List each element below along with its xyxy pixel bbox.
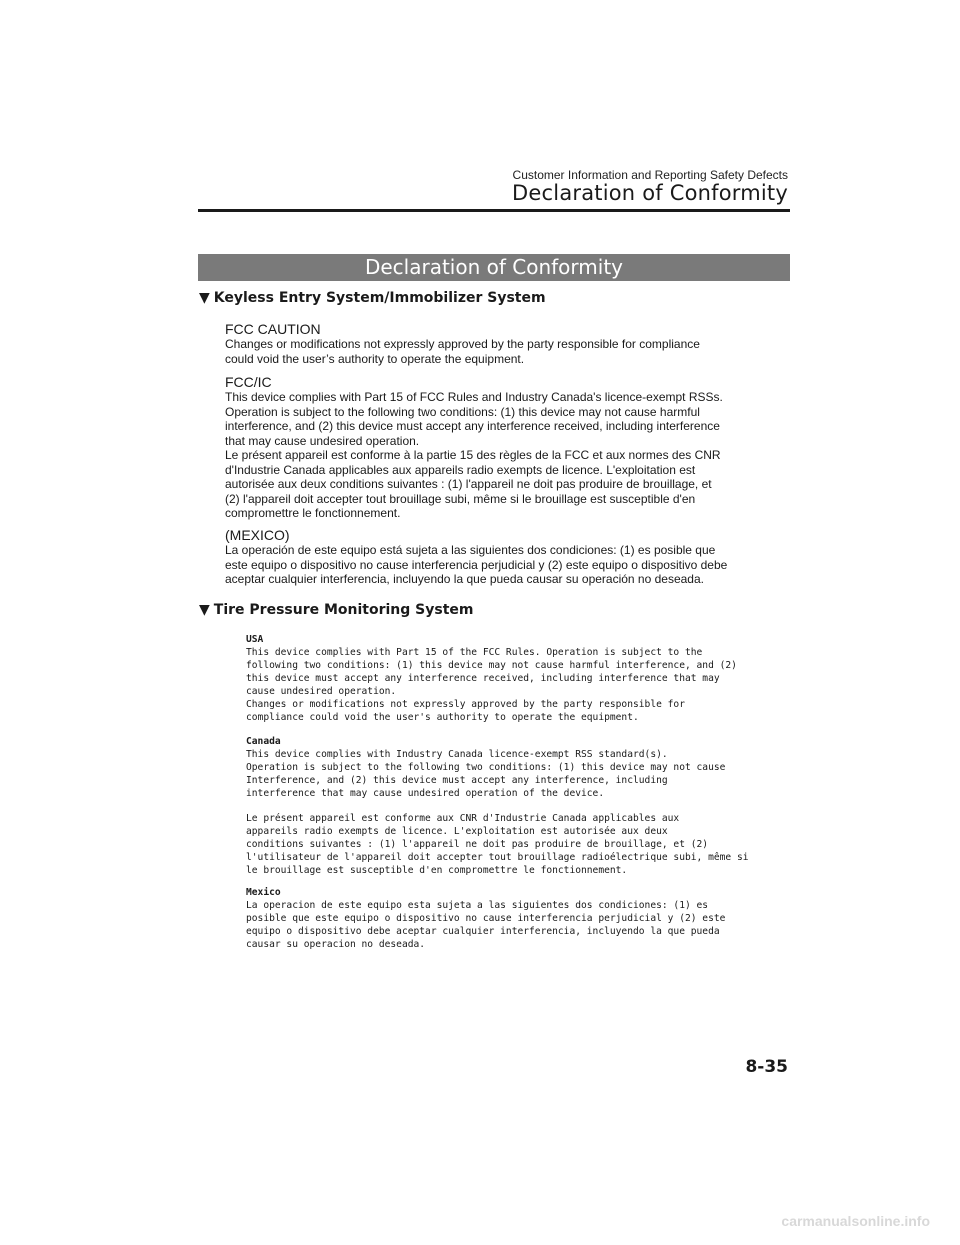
fcc-caution-title: FCC CAUTION [225, 321, 321, 337]
tpms-canada-text: This device complies with Industry Canada licence-exempt RSS standard(s). Operation is subject to the following two conditions: (1) this device may not cause Interference, and (2) this device must accept any interference, including interference that may cause undesired operation of the device. [246, 749, 726, 799]
tpms-usa-title: USA [246, 634, 264, 645]
tpms-heading-label: Tire Pressure Monitoring System [213, 602, 474, 618]
section-banner: Declaration of Conformity [198, 254, 790, 281]
tpms-mexico-block [246, 886, 746, 951]
mexico-block [225, 527, 765, 587]
fccic-title: FCC/IC [225, 374, 272, 390]
fcc-caution-block [225, 321, 765, 366]
fcc-caution-text: Changes or modifications not expressly approved by the party responsible for compliance could void the user’s authority to operate the equipment. [225, 337, 700, 366]
tpms-canada-fr-text: Le présent appareil est conforme aux CNR d'Industrie Canada applicables aux appareils radio exempts de licence. L'exploitation est autorisée aux deux conditions suivantes : (1) l'appareil ne doit pas produire de brouillage, et (2) l'utilisateur de l'appareil doit accepter tout brouillage radioélectrique subi, même si le brouillage est susceptible d'en compromettre le fonctionnement. [246, 813, 749, 876]
tpms-mexico-text: La operacion de este equipo esta sujeta a las siguientes dos condiciones: (1) es posible que este equipo o dispositivo no cause interferencia perjudicial y (2) este equipo o dispositivo debe aceptar cualquier interferencia, incluyendo la que pueda causar su operacion no deseada. [246, 900, 726, 950]
mexico-text: La operación de este equipo está sujeta a las siguientes dos condiciones: (1) es posible que este equipo o dispositivo no cause interferencia perjudicial y (2) este equipo o dispositivo debe aceptar cualquier interferencia, incluyendo la que pueda causar su operación no deseada. [225, 543, 728, 586]
keyless-heading [199, 290, 546, 306]
tpms-usa-text: This device complies with Part 15 of the FCC Rules. Operation is subject to the following two conditions: (1) this device may not cause harmful interference, and (2) this device must accept any interference received, including interference that may cause undesired operation. Changes or modifications not expressly approved by the party responsible for compliance could void the user's authority to operate the equipment. [246, 647, 737, 723]
page-number: 8-35 [745, 1057, 788, 1077]
fccic-text: This device complies with Part 15 of FCC Rules and Industry Canada's licence-exempt RSSs. Operation is subject to the following two conditions: (1) this device may not cause harmful interference, and (2) this device must accept any interference received, including interference that may cause undesired operation. Le présent appareil est conforme à la partie 15 des règles de la FCC et aux normes des CNR d'Industrie Canada applicables aux appareils radio exempts de licence. L'exploitation est autorisée aux deux conditions suivantes : (1) l'appareil ne doit pas produire de brouillage, et (2) l'appareil doit accepter tout brouillage subi, même si le brouillage est susceptible d'en compromettre le fonctionnement. [225, 390, 723, 520]
triangle-marker-icon: ▼ [199, 602, 210, 618]
footer-watermark: carmanualsonline.info [781, 1213, 930, 1229]
tpms-canada-block [246, 735, 746, 800]
tpms-heading [199, 602, 473, 618]
header-rule [198, 209, 790, 212]
triangle-marker-icon: ▼ [199, 290, 210, 306]
fccic-block [225, 374, 765, 521]
tpms-canada-fr-block [246, 812, 749, 877]
tpms-usa-block [246, 633, 746, 724]
keyless-heading-label: Keyless Entry System/Immobilizer System [213, 290, 546, 306]
header-section-label: Customer Information and Reporting Safety Defects [512, 168, 788, 182]
tpms-mexico-title: Mexico [246, 887, 281, 898]
mexico-title: (MEXICO) [225, 527, 290, 543]
header-title: Declaration of Conformity [512, 181, 788, 205]
tpms-canada-title: Canada [246, 736, 281, 747]
